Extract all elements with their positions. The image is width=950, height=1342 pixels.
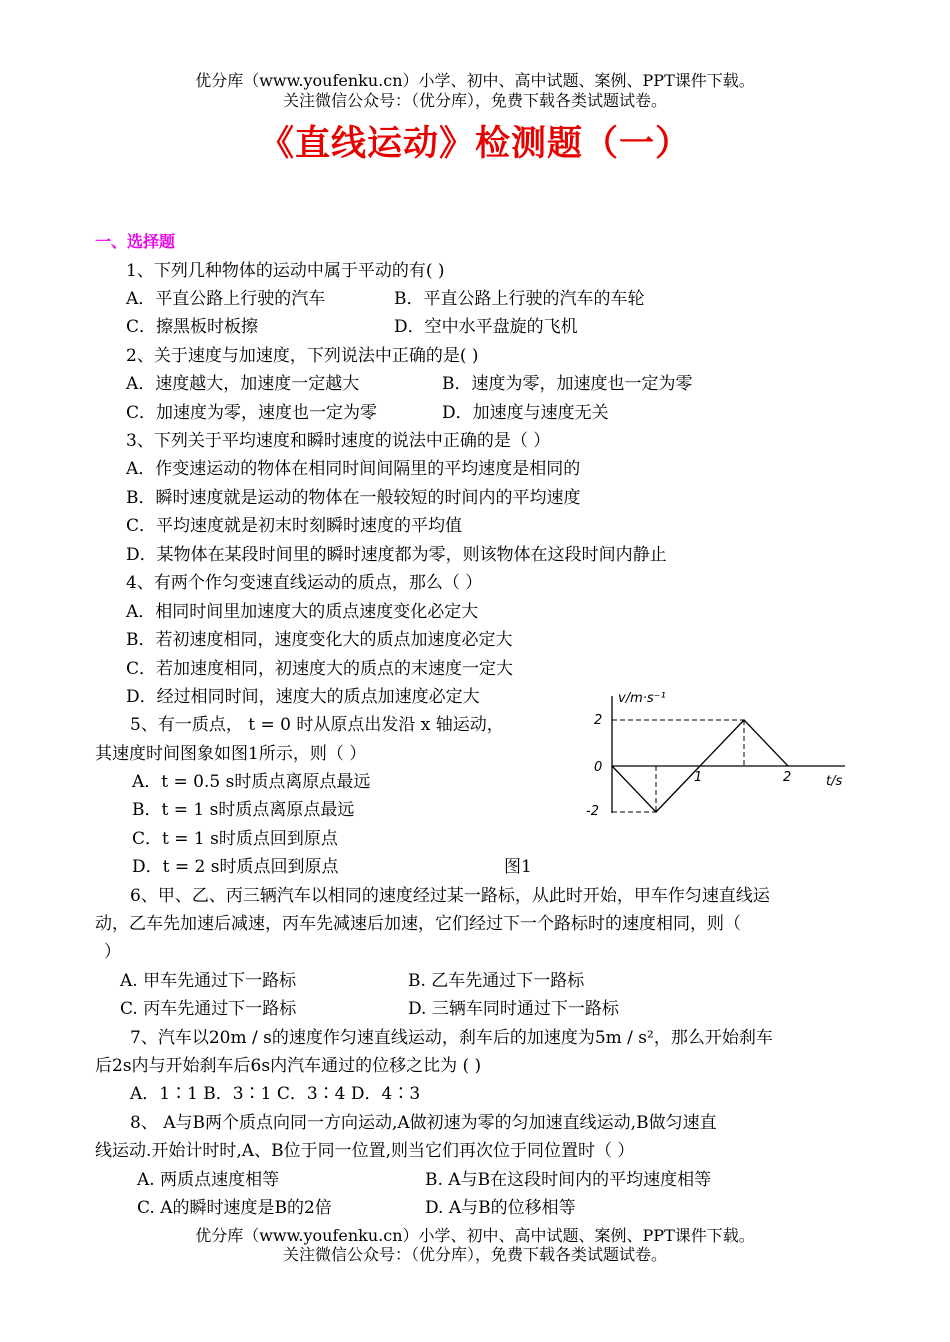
tick-label-y-pos: 2 <box>594 713 603 728</box>
q4-option-a: A．相同时间里加速度大的质点速度变化必定大 <box>126 602 479 622</box>
q6-stem-line-3: ） <box>104 942 121 962</box>
q2-stem: 2、关于速度与加速度，下列说法中正确的是( ) <box>126 346 479 366</box>
tick-label-x1: 1 <box>694 770 703 785</box>
q1-option-b: B．平直公路上行驶的汽车的车轮 <box>394 289 645 309</box>
q4-option-b: B．若初速度相同，速度变化大的质点加速度必定大 <box>126 630 513 650</box>
q4-option-c: C．若加速度相同，初速度大的质点的末速度一定大 <box>126 659 514 679</box>
page-title: 《直线运动》检测题（一） <box>258 124 691 164</box>
q8-option-c: C. A的瞬时速度是B的2倍 <box>137 1198 332 1218</box>
figure-caption: 图1 <box>504 857 532 877</box>
q4-stem: 4、有两个作匀变速直线运动的质点，那么（ ） <box>126 573 483 593</box>
q5-option-d: D．t = 2 s时质点回到原点 <box>132 857 339 877</box>
q5-option-c: C．t = 1 s时质点回到原点 <box>132 829 338 849</box>
q8-stem-line-1: 8、 A与B两个质点向同一方向运动,A做初速为零的匀加速直线运动,B做匀速直 <box>130 1113 717 1133</box>
header-line-1: 优分库（www.youfenku.cn）小学、初中、高中试题、案例、PPT课件下载。 <box>195 71 755 90</box>
q7-stem-line-2: 后2s内与开始刹车后6s内汽车通过的位移之比为 ( ) <box>95 1056 482 1076</box>
q4-option-d: D．经过相同时间，速度大的质点加速度必定大 <box>126 687 480 707</box>
q1-option-c: C．擦黑板时板擦 <box>126 317 259 337</box>
q6-option-d: D. 三辆车同时通过下一路标 <box>408 999 619 1019</box>
q2-option-c: C．加速度为零，速度也一定为零 <box>126 403 378 423</box>
tick-label-y-neg: -2 <box>586 804 599 819</box>
tick-label-origin: 0 <box>594 760 603 775</box>
q5-option-b: B．t = 1 s时质点离原点最远 <box>132 800 355 820</box>
q5-stem-line-2: 其速度时间图象如图1所示，则（ ） <box>95 744 367 764</box>
q1-option-d: D．空中水平盘旋的飞机 <box>394 317 578 337</box>
q8-option-a: A. 两质点速度相等 <box>137 1170 280 1190</box>
q8-stem-line-2: 线运动.开始计时时,A、B位于同一位置,则当它们再次位于同位置时（ ） <box>95 1141 635 1161</box>
y-axis-label: v/m·s⁻¹ <box>618 691 666 706</box>
q7-stem-line-1: 7、汽车以20m / s的速度作匀速直线运动，刹车后的加速度为5m / s²，那么开始刹车 <box>130 1028 773 1048</box>
q1-option-a: A．平直公路上行驶的汽车 <box>126 289 326 309</box>
q3-option-a: A．作变速运动的物体在相同时间间隔里的平均速度是相同的 <box>126 459 581 479</box>
q6-option-c: C. 丙车先通过下一路标 <box>120 999 297 1019</box>
q6-option-b: B. 乙车先通过下一路标 <box>408 971 585 991</box>
q2-option-b: B．速度为零，加速度也一定为零 <box>442 374 693 394</box>
section-title: 一、选择题 <box>95 232 176 251</box>
header-line-2: 关注微信公众号：（优分库），免费下载各类试题试卷。 <box>282 91 667 110</box>
tick-label-x2: 2 <box>783 770 792 785</box>
q3-stem: 3、下列关于平均速度和瞬时速度的说法中正确的是（ ） <box>126 431 551 451</box>
q6-stem-line-2: 动，乙车先加速后减速，丙车先减速后加速，它们经过下一个路标时的速度相同，则（ <box>95 914 741 934</box>
q7-options: A．1∶1 B．3∶1 C．3∶4 D．4∶3 <box>130 1084 421 1104</box>
footer-line-1: 优分库（www.youfenku.cn）小学、初中、高中试题、案例、PPT课件下载。 <box>195 1226 755 1245</box>
q8-option-d: D. A与B的位移相等 <box>425 1198 576 1218</box>
q8-option-b: B. A与B在这段时间内的平均速度相等 <box>425 1170 712 1190</box>
footer-line-2: 关注微信公众号：（优分库），免费下载各类试题试卷。 <box>282 1245 667 1264</box>
q1-stem: 1、下列几种物体的运动中属于平动的有( ) <box>126 261 445 281</box>
q6-option-a: A. 甲车先通过下一路标 <box>120 971 297 991</box>
q3-option-d: D．某物体在某段时间里的瞬时速度都为零，则该物体在这段时间内静止 <box>126 545 667 565</box>
q2-option-d: D．加速度与速度无关 <box>442 403 609 423</box>
q5-stem-line-1: 5、有一质点， t = 0 时从原点出发沿 x 轴运动， <box>130 715 504 735</box>
x-axis-label: t/s <box>826 774 843 789</box>
q5-option-a: A．t = 0.5 s时质点离原点最远 <box>132 772 371 792</box>
velocity-time-graph <box>580 688 860 823</box>
q2-option-a: A．速度越大，加速度一定越大 <box>126 374 360 394</box>
q3-option-b: B．瞬时速度就是运动的物体在一般较短的时间内的平均速度 <box>126 488 581 508</box>
q3-option-c: C．平均速度就是初末时刻瞬时速度的平均值 <box>126 516 463 536</box>
q6-stem-line-1: 6、甲、乙、丙三辆汽车以相同的速度经过某一路标，从此时开始，甲车作匀速直线运 <box>130 886 770 906</box>
